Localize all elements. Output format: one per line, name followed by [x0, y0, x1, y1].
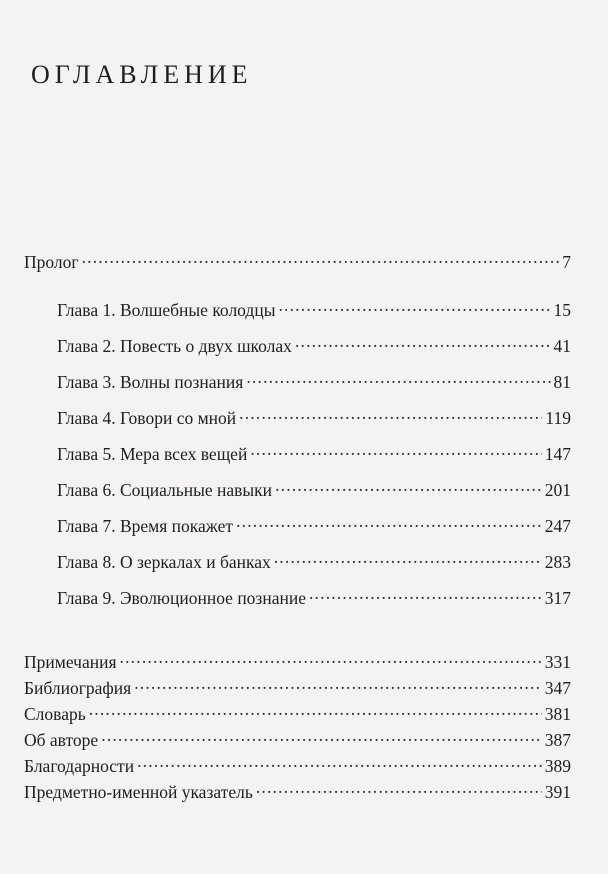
toc-entry-chapter-3[interactable]: [57, 370, 571, 393]
toc-page-number: 347: [544, 677, 571, 698]
toc-page-number: 41: [553, 335, 571, 356]
dot-leader: [89, 702, 542, 720]
toc-entry-bibliography[interactable]: [24, 676, 571, 699]
dot-leader: [137, 754, 542, 772]
toc-page-number: 331: [544, 651, 571, 672]
toc-entry-label: Библиография: [24, 677, 132, 698]
toc-entry-chapter-2[interactable]: [57, 334, 571, 357]
page-title: ОГЛАВЛЕНИЕ: [31, 60, 253, 89]
toc-entry-label: Предметно-именной указатель: [24, 781, 253, 802]
toc-entry-chapter-1[interactable]: [57, 298, 571, 321]
toc-page-number: 119: [545, 407, 571, 428]
toc-entry-label: Глава 3. Волны познания: [57, 371, 244, 392]
toc-entry-label: Глава 4. Говори со мной: [57, 407, 237, 428]
dot-leader: [274, 550, 542, 568]
toc-entry-chapter-4[interactable]: [57, 406, 571, 429]
toc-entry-index[interactable]: [24, 780, 571, 803]
toc-page-number: 389: [544, 755, 571, 776]
toc-page-number: 7: [562, 251, 571, 272]
toc-entry-label: Об авторе: [24, 729, 99, 750]
dot-leader: [256, 780, 542, 798]
dot-leader: [134, 676, 542, 694]
toc-entry-about-author[interactable]: [24, 728, 571, 751]
dot-leader: [101, 728, 542, 746]
toc-entry-label: Глава 1. Волшебные колодцы: [57, 299, 276, 320]
toc-page-number: 391: [544, 781, 571, 802]
toc-entry-label: Глава 7. Время покажет: [57, 515, 234, 536]
dot-leader: [295, 334, 551, 352]
toc-page-number: 15: [553, 299, 571, 320]
dot-leader: [246, 370, 550, 388]
toc-page-number: 387: [544, 729, 571, 750]
dot-leader: [309, 586, 542, 604]
toc-entry-chapter-8[interactable]: [57, 550, 571, 573]
toc-entry-label: Глава 2. Повесть о двух школах: [57, 335, 292, 356]
toc-entry-chapter-5[interactable]: [57, 442, 571, 465]
toc-entry-label: Глава 8. О зеркалах и банках: [57, 551, 271, 572]
dot-leader: [275, 478, 542, 496]
dot-leader: [82, 250, 560, 268]
dot-leader: [278, 298, 550, 316]
toc-page-number: 247: [544, 515, 571, 536]
toc-page-number: 381: [544, 703, 571, 724]
toc-entry-prologue[interactable]: [24, 250, 571, 273]
toc-entry-label: Словарь: [24, 703, 86, 724]
toc-page-number: 317: [544, 587, 571, 608]
toc-page-number: 81: [553, 371, 571, 392]
dot-leader: [120, 650, 542, 668]
toc-entry-label: Примечания: [24, 651, 117, 672]
toc-page-number: 147: [544, 443, 571, 464]
toc-entry-label: Глава 5. Мера всех вещей: [57, 443, 248, 464]
toc-entry-label: Благодарности: [24, 755, 135, 776]
toc-page-number: 283: [544, 551, 571, 572]
dot-leader: [236, 514, 542, 532]
toc-entry-label: Глава 6. Социальные навыки: [57, 479, 273, 500]
toc-page-number: 201: [544, 479, 571, 500]
toc-entry-chapter-6[interactable]: [57, 478, 571, 501]
toc-entry-chapter-7[interactable]: [57, 514, 571, 537]
toc-entry-label: Пролог: [24, 251, 79, 272]
toc-entry-acknowledgements[interactable]: [24, 754, 571, 777]
toc-entry-chapter-9[interactable]: [57, 586, 571, 609]
dot-leader: [250, 442, 541, 460]
toc-entry-notes[interactable]: [24, 650, 571, 673]
toc-entry-glossary[interactable]: [24, 702, 571, 725]
toc-entry-label: Глава 9. Эволюционное познание: [57, 587, 306, 608]
dot-leader: [239, 406, 542, 424]
